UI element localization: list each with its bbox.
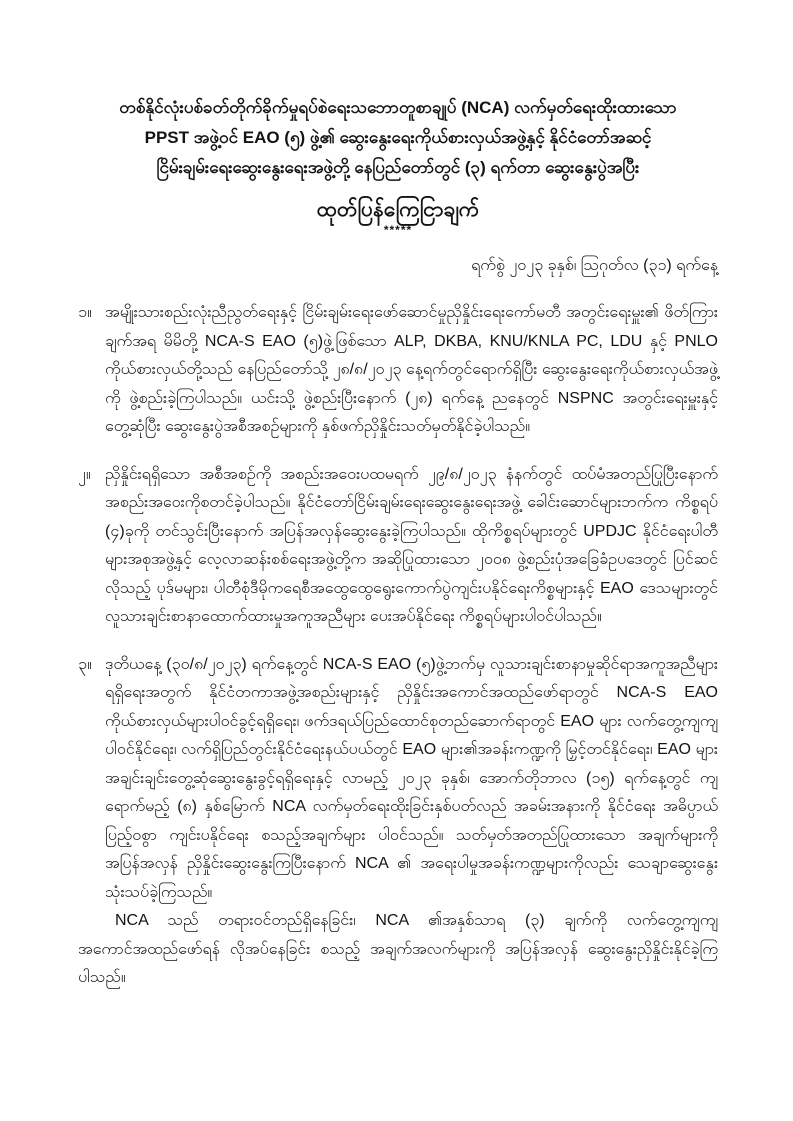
paragraph-3-number: ၃။ xyxy=(78,655,92,673)
paragraph-3-text: ဒုတိယနေ့ (၃၀/၈/၂၀၂၃) ရက်နေ့တွင် NCA-S EAO (၅)ဖွဲ့ဘက်မှ လူသားချင်းစာနာမှုဆိုင်ရာအကူအညီများ ရရှိရေးအတွက် နိုင်ငံတကာအဖွဲ့အစည်းများနှင့် ညှိနှိုင်းအကောင်အထည်ဖော်ရာတွင် NCA-S EAO ကိုယ်စားလှယ်များပါဝင်ခွင့်ရရှိရေး၊ ဖက်ဒရယ်ပြည်ထောင်စုတည်ဆောက်ရာတွင် EAO များ လက်တွေ့ကျကျပါဝင်နိုင်ရေး၊ လက်ရှိပြည်တွင်းနိုင်ငံရေးနယ်ပယ်တွင် EAO များ၏အခန်းကဏ္ဍကို မြှင့်တင်နိုင်ရေး၊ EAO များ အချင်းချင်းတွေ့ဆုံဆွေးနွေးခွင့်ရရှိရေးနှင့် လာမည့် ၂၀၂၃ ခုနှစ်၊ အောက်တိုဘာလ (၁၅) ရက်နေ့တွင် ကျရောက်မည့် (၈) နှစ်မြောက် NCA လက်မှတ်ရေးထိုးခြင်းနှစ်ပတ်လည် အခမ်းအနားကို နိုင်ငံရေး အဓိပ္ပာယ်ပြည့်ဝစွာ ကျင်းပနိုင်ရေး စသည့်အချက်များ ပါဝင်သည်။ သတ်မှတ်အတည်ပြုထားသော အချက်များကို အပြန်အလှန် ညှိနှိုင်းဆွေးနွေးကြပြီးနောက် NCA ၏ အရေးပါမှုအခန်းကဏ္ဍများကိုလည်း သေချာဆွေးနွေးသုံးသပ်ခဲ့ကြသည်။ xyxy=(105,655,718,901)
date-line: ရက်စွဲ ၂၀၂၃ ခုနှစ်၊ သြဂုတ်လ (၃၁) ရက်နေ့ xyxy=(471,257,718,274)
paragraph-1-number: ၁။ xyxy=(78,304,92,321)
paragraph-2-text: ညှိနှိုင်းရရှိသော အစီအစဉ်ကို အစည်းအဝေးပထမရက် ၂၉/၈/၂၀၂၃ နံနက်တွင် ထပ်မံအတည်ပြုပြီးနောက် အစည်းအဝေးကိုစတင်ခဲ့ပါသည်။ နိုင်ငံတော်ငြိမ်းချမ်းရေးဆွေးနွေးရေးအဖွဲ့ ခေါင်းဆောင်များဘက်က ကိစ္စရပ် (၄)ခုကို တင်သွင်းပြီးနောက် အပြန်အလှန်ဆွေးနွေးခဲ့ကြပါသည်။ ထိုကိစ္စရပ်များတွင် UPDJC နိုင်ငံရေးပါတီများအစုအဖွဲ့နှင့် လေ့လာဆန်းစစ်ရေးအဖွဲ့တို့က အဆိုပြုထားသော ၂၀၀၈ ဖွဲ့စည်းပုံအခြေခံဥပဒေတွင် ပြင်ဆင်လိုသည့် ပုဒ်မများ၊ ပါတီစုံဒီမိုကရေစီအထွေထွေရွေးကောက်ပွဲကျင်းပနိုင်ရေးကိစ္စများနှင့် EAO ဒေသများတွင် လူသားချင်းစာနာထောက်ထားမှုအကူအညီများ ပေးအပ်နိုင်ရေး ကိစ္စရပ်များပါဝင်ပါသည်။ xyxy=(105,465,718,625)
closing-paragraph: NCA သည် တရားဝင်တည်ရှိနေခြင်း၊ NCA ၏အနှစ်သာရ (၃) ချက်ကို လက်တွေ့ကျကျ အကောင်အထည်ဖော်ရန် လိုအပ်နေခြင်း စသည့် အချက်အလက်များကို အပြန်အလှန် ဆွေးနွေးညှိနှိုင်းနိုင်ခဲ့ကြပါသည်။ xyxy=(78,912,718,986)
document-content xyxy=(78,93,718,993)
star-separator: ***** xyxy=(383,223,413,237)
document-title-line-3: ငြိမ်းချမ်းရေးဆွေးနွေးရေးအဖွဲ့တို့ နေပြည်တော်တွင် (၃) ရက်တာ ဆွေးနွေးပွဲအပြီး xyxy=(156,158,640,177)
document-title xyxy=(78,93,718,183)
paragraph-2-number: ၂။ xyxy=(78,465,91,483)
document-title-line-2: PPST အဖွဲ့ဝင် EAO (၅) ဖွဲ့၏ ဆွေးနွေးရေးကိုယ်စားလှယ်အဖွဲ့နှင့် နိုင်ငံတော်အဆင့် xyxy=(144,128,652,147)
paragraph-1 xyxy=(78,299,718,442)
paragraph-2 xyxy=(78,461,718,632)
paragraph-3 xyxy=(78,651,718,908)
press-release-heading: ထုတ်ပြန်ကြေငြာချက် xyxy=(316,198,480,221)
paragraph-1-text: အမျိုးသားစည်းလုံးညီညွတ်ရေးနှင့် ငြိမ်းချမ်းရေးဖော်ဆောင်မှုညှိနှိုင်းရေးကော်မတီ အတွင်းရေးမှူး၏ ဖိတ်ကြားချက်အရ မိမိတို့ NCA-S EAO (၅)ဖွဲ့ဖြစ်သော ALP, DKBA, KNU/KNLA PC, LDU နှင့် PNLO ကိုယ်စားလှယ်တို့သည် နေပြည်တော်သို့ ၂၈/၈/၂၀၂၃ နေ့ရက်တွင်ရောက်ရှိပြီး ဆွေးနွေးရေးကိုယ်စားလှယ်အဖွဲ့ကို ဖွဲ့စည်းခဲ့ကြပါသည်။ ယင်းသို့ ဖွဲ့စည်းပြီးနောက် (၂၈) ရက်နေ့ ညနေတွင် NSPNC အတွင်းရေးမှူးနှင့်တွေ့ဆုံပြီး ဆွေးနွေးပွဲအစီအစဉ်များကို နှစ်ဖက်ညှိနှိုင်းသတ်မှတ်နိုင်ခဲ့ပါသည်။ xyxy=(105,304,718,435)
document-title-line-1: တစ်နိုင်လုံးပစ်ခတ်တိုက်ခိုက်မှုရပ်စဲရေးသဘောတူစာချုပ် (NCA) လက်မှတ်ရေးထိုးထားသော xyxy=(119,98,677,117)
